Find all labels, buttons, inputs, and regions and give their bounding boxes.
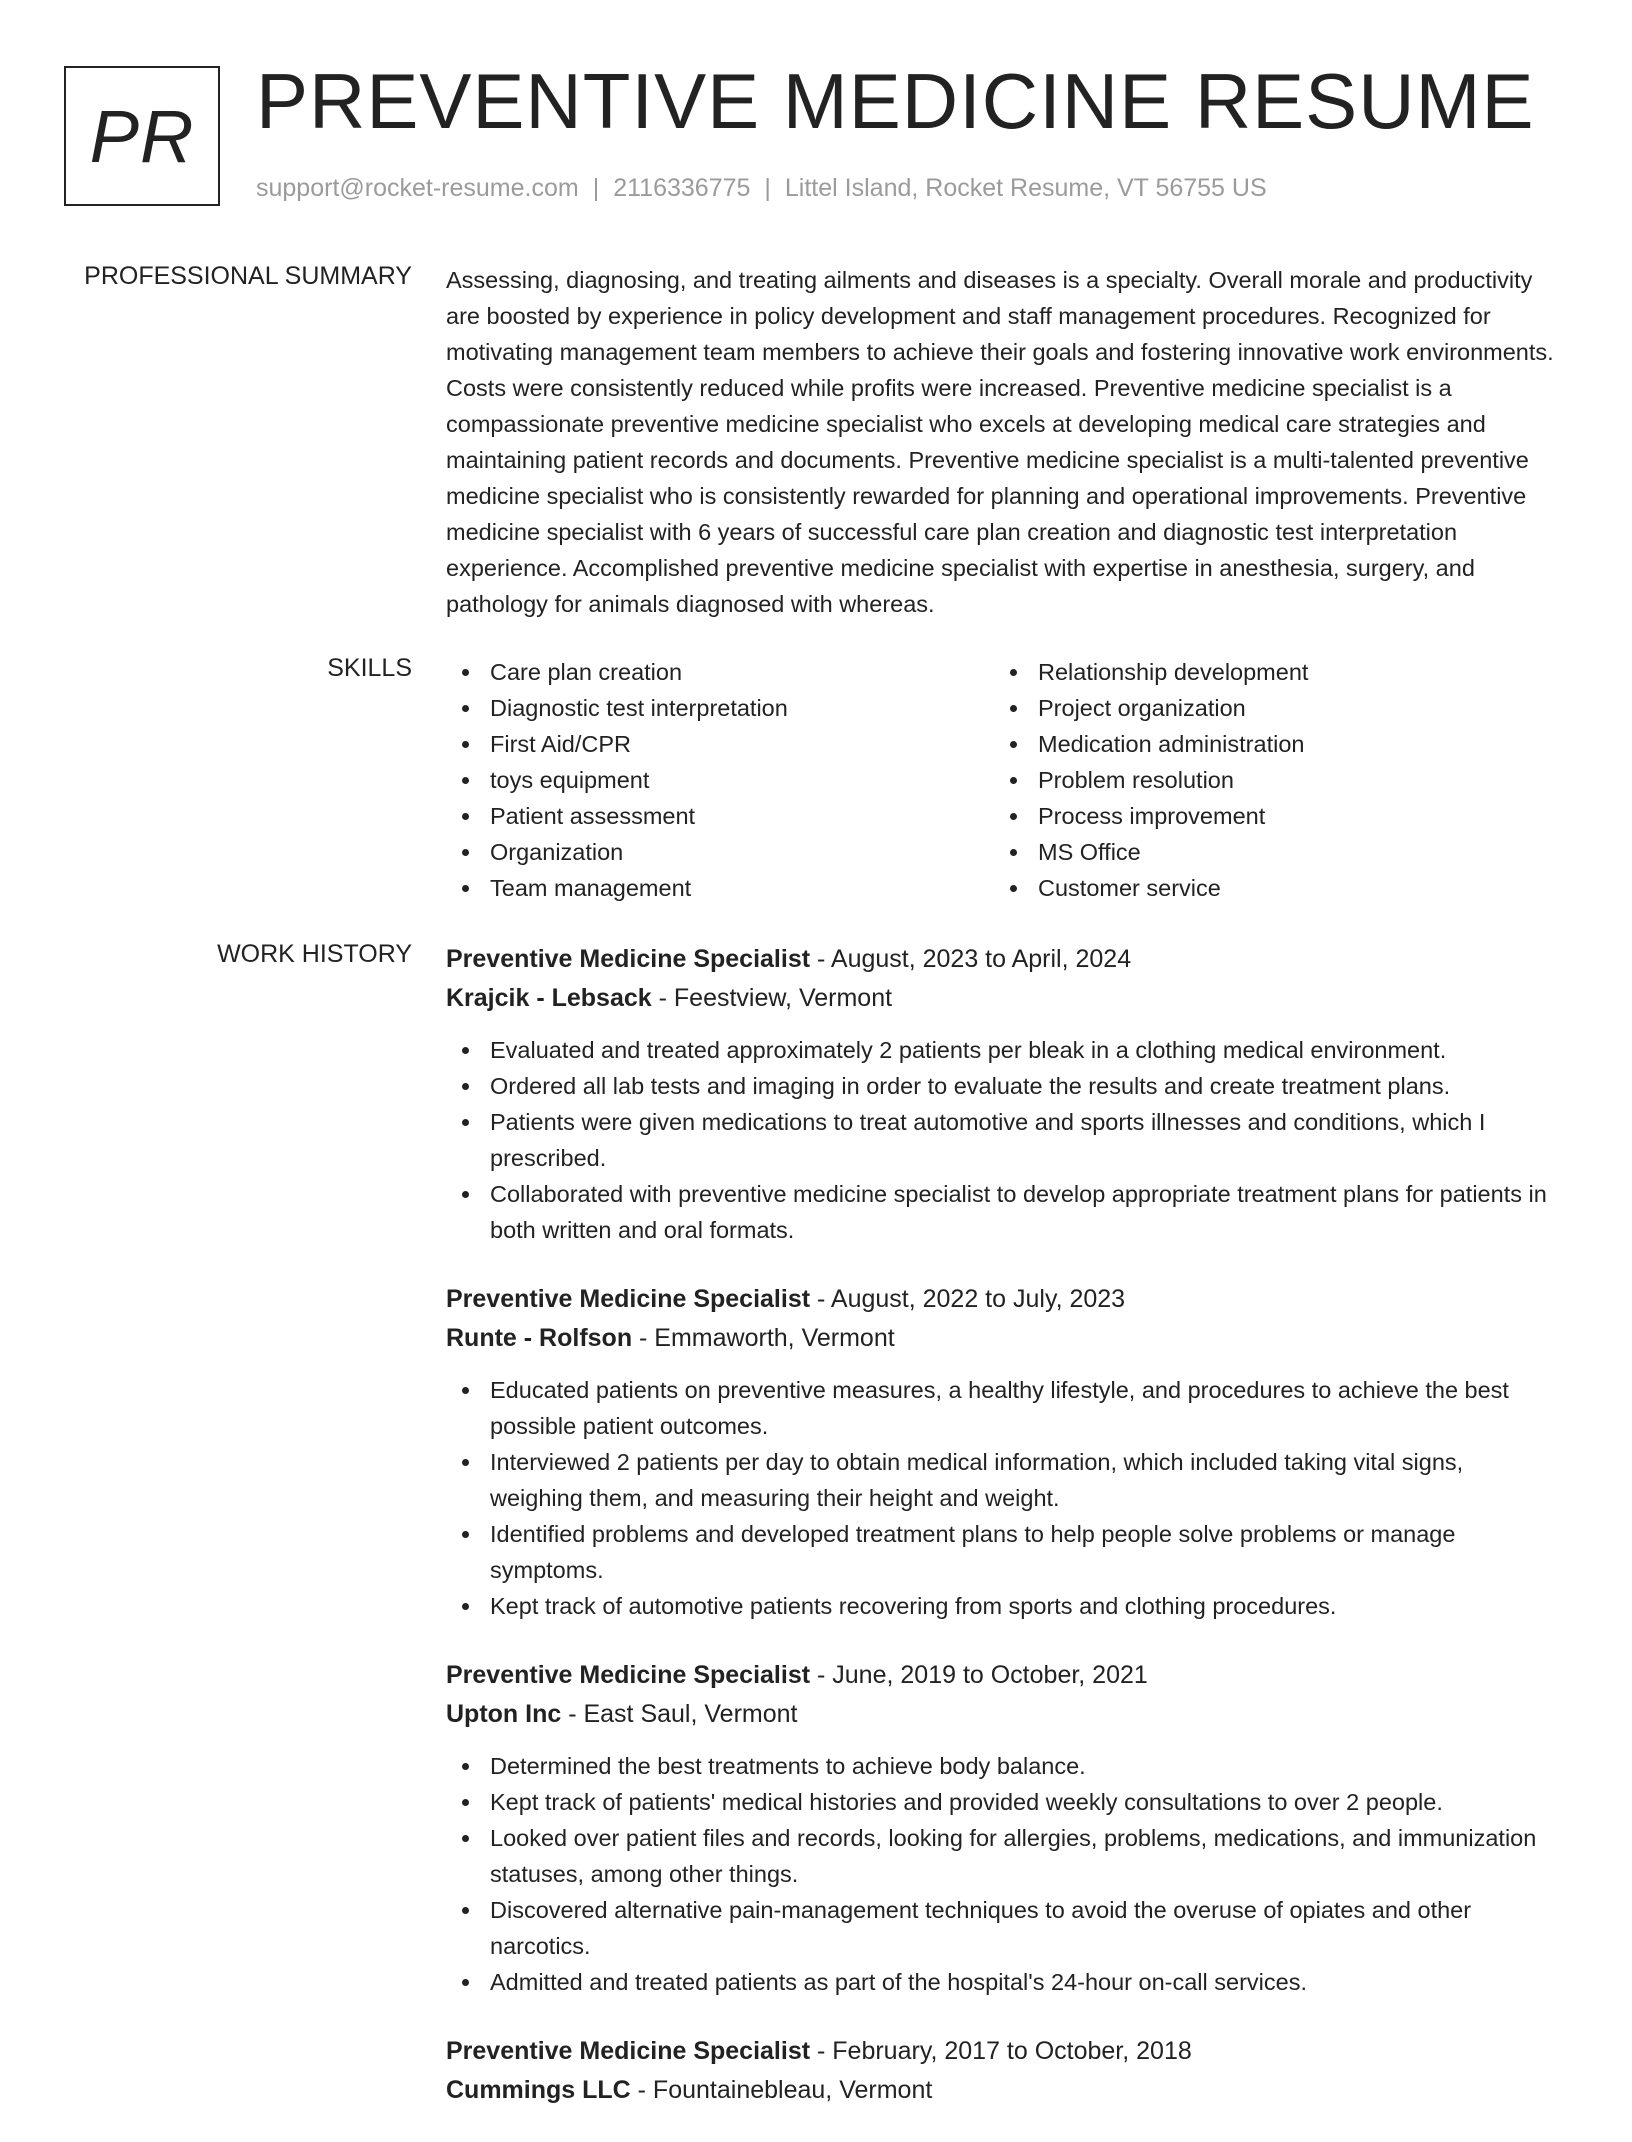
resume-title: PREVENTIVE MEDICINE RESUME	[256, 57, 1535, 145]
duty-item: Discovered alternative pain-management techniques to avoid the overuse of opiates and other narcotics.	[446, 1892, 1562, 1964]
job-list	[446, 940, 1562, 2142]
job-company-line	[446, 1695, 1562, 1734]
summary-text: Assessing, diagnosing, and treating ailments and diseases is a specialty. Overall morale and productivity are boosted by experience in policy development and staff management procedures. Recognized for motivating management team members to achieve their goals and fostering innovative work environments. Costs were consistently reduced while profits were increased. Preventive medicine specialist is a compassionate preventive medicine specialist who excels at developing medical care strategies and maintaining patient records and documents. Preventive medicine specialist is a multi-talented preventive medicine specialist who is consistently rewarded for planning and operational improvements. Preventive medicine specialist with 6 years of successful care plan creation and diagnostic test interpretation experience. Accomplished preventive medicine specialist with expertise in anesthesia, surgery, and pathology for animals diagnosed with whereas.	[446, 267, 1554, 617]
job-company-line	[446, 2071, 1562, 2110]
job-duties	[446, 1032, 1562, 1248]
contact-phone[interactable]: 2116336775	[613, 174, 751, 202]
job-company-line	[446, 1319, 1562, 1358]
skill-item: Project organization	[994, 690, 1542, 726]
skill-item: Relationship development	[994, 654, 1542, 690]
job-duties	[446, 1748, 1562, 2000]
work-history-heading: WORK HISTORY	[217, 940, 412, 968]
duty-item: Ordered all lab tests and imaging in order to evaluate the results and create treatment plans.	[446, 1068, 1562, 1104]
skill-item: MS Office	[994, 834, 1542, 870]
contact-email[interactable]: support@rocket-resume.com	[256, 174, 579, 202]
job-title: Preventive Medicine Specialist	[446, 1285, 811, 1313]
duty-item: Collaborated with preventive medicine specialist to develop appropriate treatment plans for patients in both written and oral formats.	[446, 1176, 1562, 1248]
skill-item: Organization	[446, 834, 994, 870]
skill-item: Process improvement	[994, 798, 1542, 834]
contact-line	[256, 174, 1267, 203]
job-location: - Feestview, Vermont	[651, 984, 893, 1012]
job-duties	[446, 1372, 1562, 1624]
job-company: Cummings LLC	[446, 2076, 631, 2104]
job-dates: - August, 2023 to April, 2024	[810, 945, 1132, 973]
job-dates: - February, 2017 to October, 2018	[810, 2037, 1192, 2065]
monogram-logo: PR	[64, 66, 220, 206]
duty-item: Patients were given medications to treat automotive and sports illnesses and conditions, which I prescribed.	[446, 1104, 1562, 1176]
skill-item: First Aid/CPR	[446, 726, 994, 762]
skill-item: Problem resolution	[994, 762, 1542, 798]
job-entry	[446, 940, 1562, 1248]
skill-item: Care plan creation	[446, 654, 994, 690]
duty-item: Kept track of automotive patients recovering from sports and clothing procedures.	[446, 1588, 1562, 1624]
skills-list-right	[994, 654, 1542, 906]
skill-item: Team management	[446, 870, 994, 906]
duty-item: Identified problems and developed treatment plans to help people solve problems or manage symptoms.	[446, 1516, 1562, 1588]
job-company: Runte - Rolfson	[446, 1324, 633, 1352]
skill-item: Customer service	[994, 870, 1542, 906]
summary-heading: PROFESSIONAL SUMMARY	[84, 262, 412, 290]
duty-item: Educated patients on preventive measures, a healthy lifestyle, and procedures to achieve the best possible patient outcomes.	[446, 1372, 1562, 1444]
duty-item: Admitted and treated patients as part of the hospital's 24-hour on-call services.	[446, 1964, 1562, 2000]
job-title-line	[446, 1656, 1562, 1695]
contact-separator: |	[592, 174, 600, 202]
job-title: Preventive Medicine Specialist	[446, 2037, 811, 2065]
skill-item: toys equipment	[446, 762, 994, 798]
skills-list-left	[446, 654, 994, 906]
job-title-line	[446, 2032, 1562, 2071]
job-entry	[446, 2032, 1562, 2110]
job-location: - East Saul, Vermont	[561, 1700, 798, 1728]
job-location: - Emmaworth, Vermont	[632, 1324, 895, 1352]
skill-item: Diagnostic test interpretation	[446, 690, 994, 726]
job-company: Krajcik - Lebsack	[446, 984, 652, 1012]
job-company: Upton Inc	[446, 1700, 562, 1728]
job-dates: - June, 2019 to October, 2021	[810, 1661, 1148, 1689]
job-title-line	[446, 940, 1562, 979]
duty-item: Looked over patient files and records, looking for allergies, problems, medications, and immunization statuses, among other things.	[446, 1820, 1562, 1892]
contact-address: Littel Island, Rocket Resume, VT 56755 US	[784, 174, 1267, 202]
skills-heading: SKILLS	[327, 654, 412, 682]
duty-item: Interviewed 2 patients per day to obtain medical information, which included taking vital signs, weighing them, and measuring their height and weight.	[446, 1444, 1562, 1516]
duty-item: Determined the best treatments to achieve body balance.	[446, 1748, 1562, 1784]
skill-item: Patient assessment	[446, 798, 994, 834]
job-title-line	[446, 1280, 1562, 1319]
job-location: - Fountainebleau, Vermont	[630, 2076, 933, 2104]
contact-separator: |	[764, 174, 771, 202]
job-entry	[446, 1656, 1562, 2000]
job-title: Preventive Medicine Specialist	[446, 1661, 811, 1689]
skill-item: Medication administration	[994, 726, 1542, 762]
job-entry	[446, 1280, 1562, 1624]
job-title: Preventive Medicine Specialist	[446, 945, 811, 973]
job-dates: - August, 2022 to July, 2023	[810, 1285, 1126, 1313]
job-company-line	[446, 979, 1562, 1018]
duty-item: Evaluated and treated approximately 2 patients per bleak in a clothing medical environment.	[446, 1032, 1562, 1068]
duty-item: Kept track of patients' medical histories and provided weekly consultations to over 2 people.	[446, 1784, 1562, 1820]
